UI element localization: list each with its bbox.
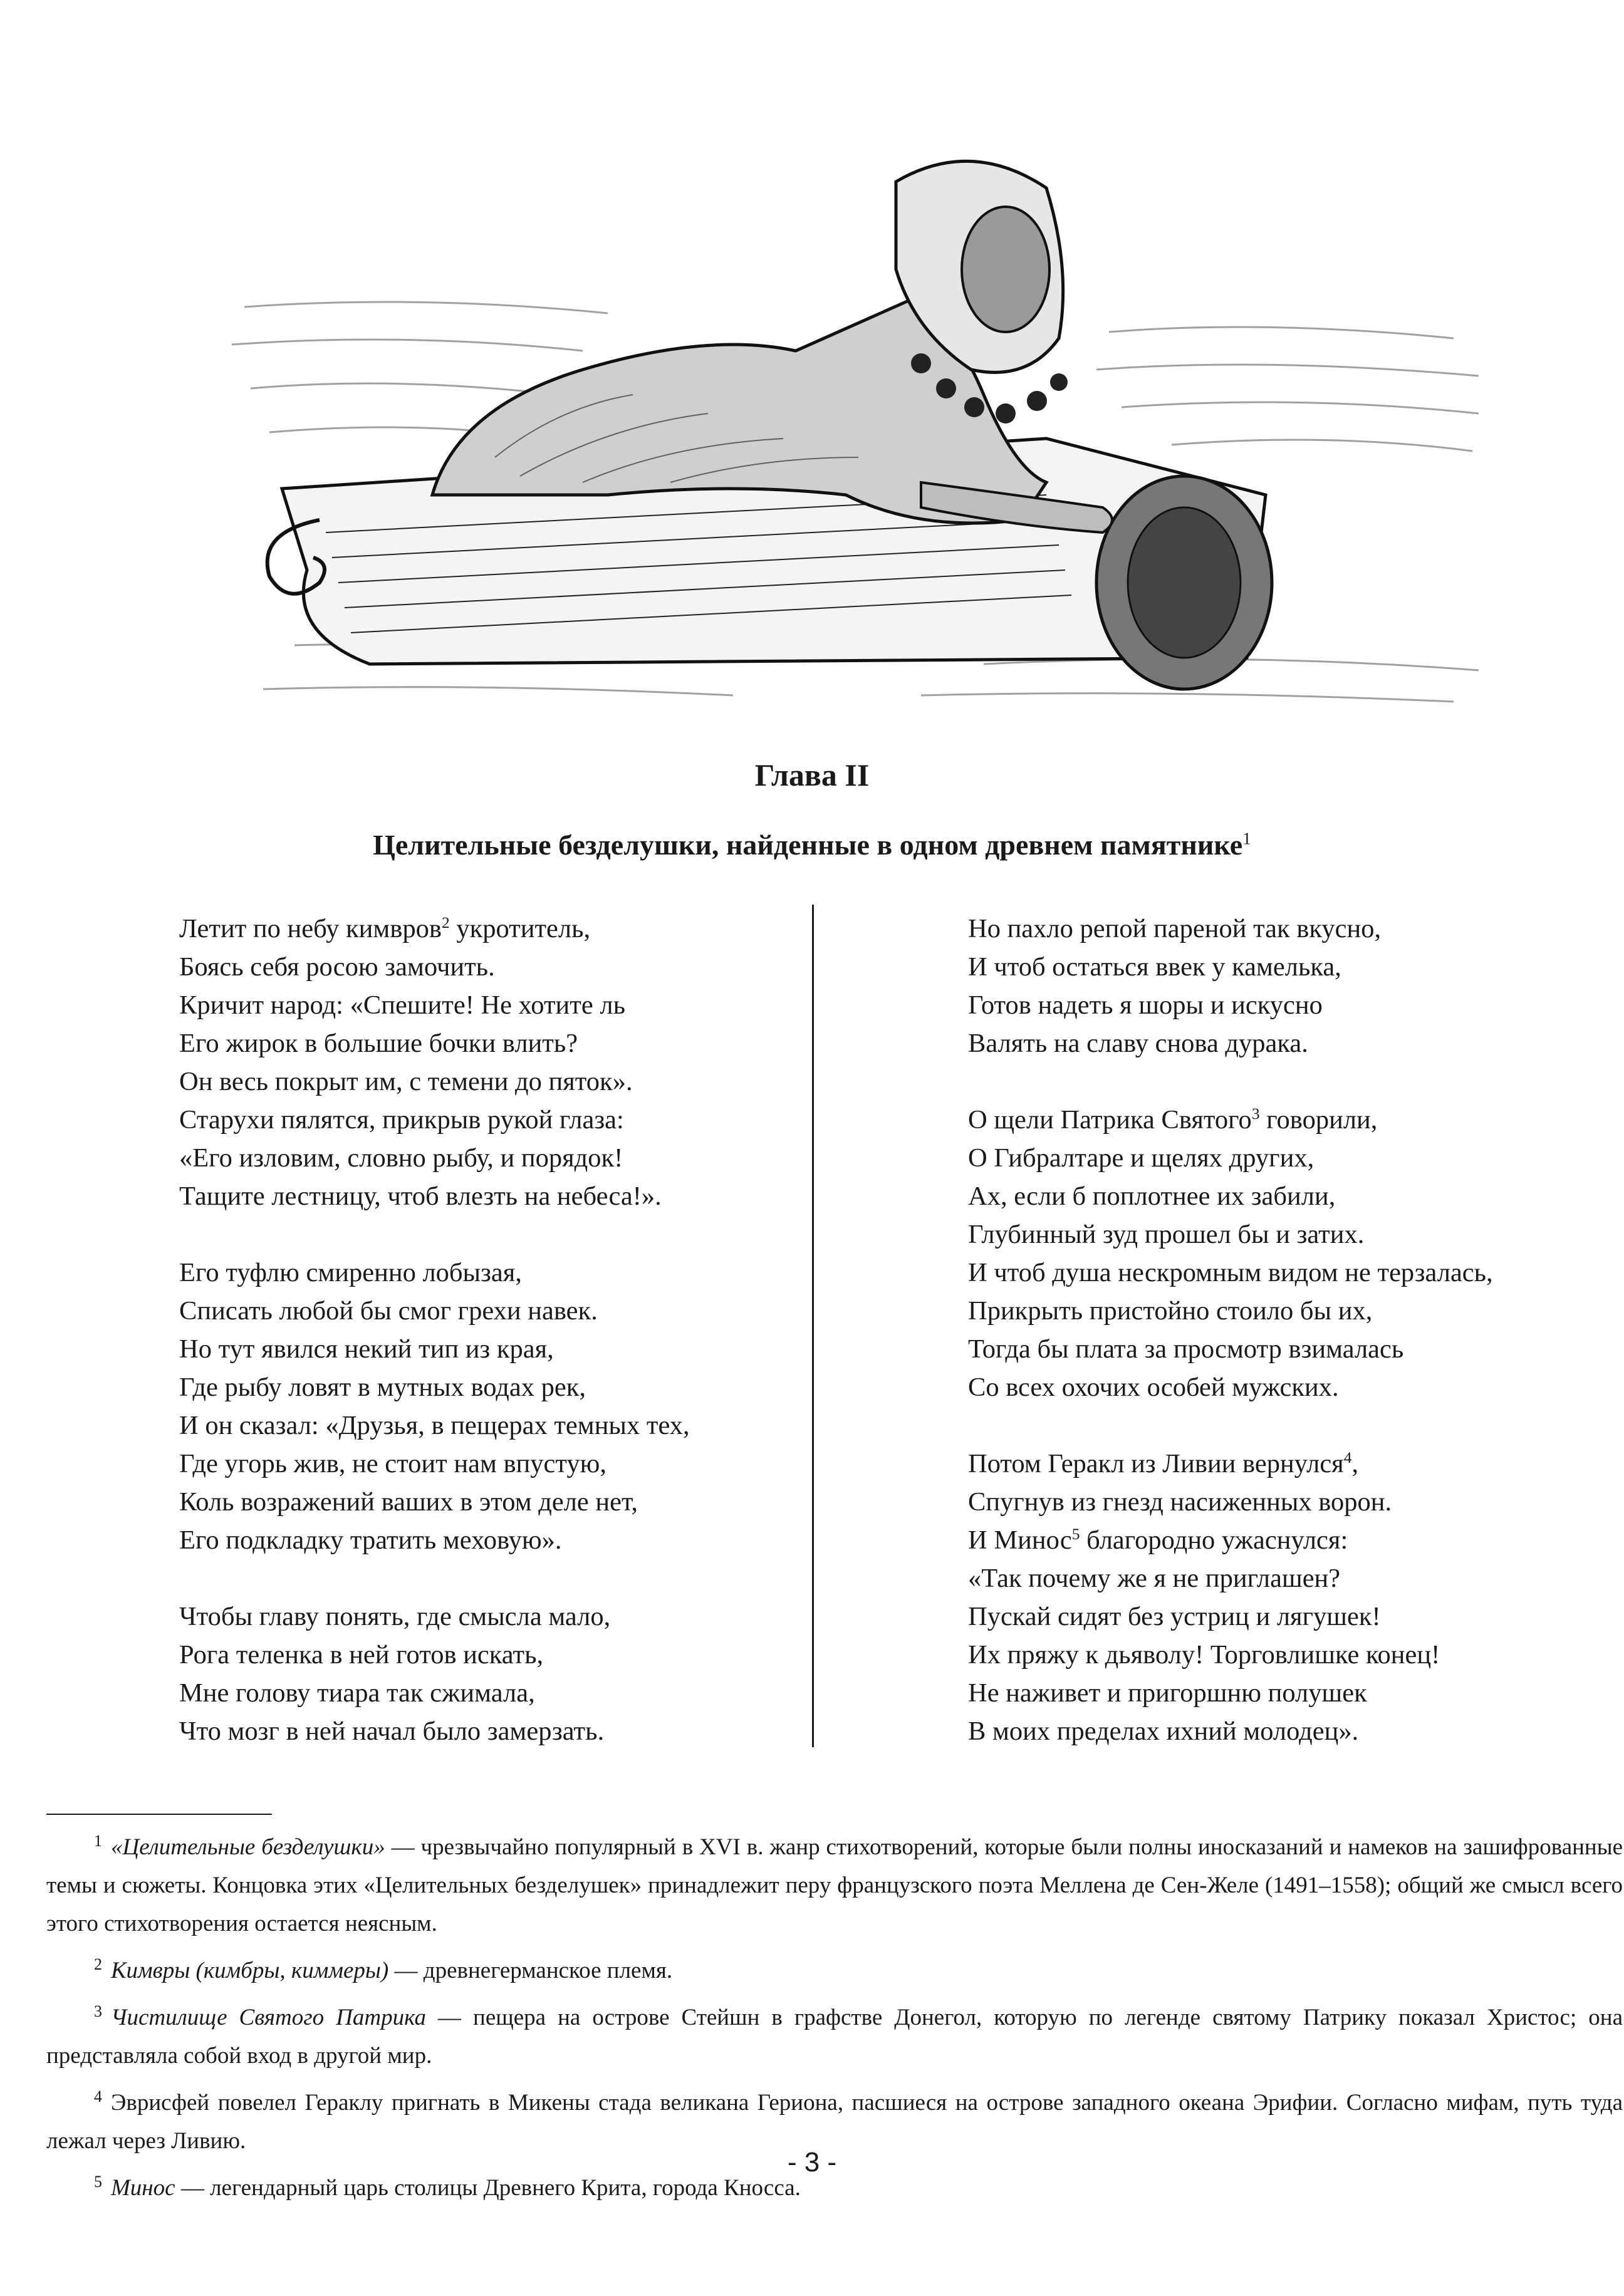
line-text: Его подкладку тратить меховую». — [179, 1525, 562, 1555]
poem-line — [179, 1177, 806, 1215]
line-text: «Его изловим, словно рыбу, и порядок! — [179, 1143, 623, 1173]
poem-line — [179, 986, 806, 1024]
poem-line — [968, 1559, 1595, 1597]
line-text: И он сказал: «Друзья, в пещерах темных тех, — [179, 1411, 690, 1440]
chapter-subtitle — [0, 828, 1624, 861]
footnote-text: — чрезвычайно популярный в XVI в. жанр стихотворений, которые были полны иносказаний и намеков на зашифрованные темы и сюжеты. Концовка этих «Целительных безделушек» принадлежит перу французского поэта Меллена де Сен-Желе (1491–1558); общий же смысл всего этого стихотворения остается неясным. — [46, 1834, 1623, 1936]
line-text: И чтоб остаться ввек у камелька, — [968, 952, 1341, 982]
poem-line — [968, 1024, 1595, 1062]
line-text: Спугнув из гнезд насиженных ворон. — [968, 1487, 1392, 1517]
footnote-term: Кимвры (кимбры, киммеры) — [110, 1958, 389, 1983]
page-number: - 3 - — [787, 2147, 837, 2178]
stanza — [179, 910, 806, 1215]
line-text: Коль возражений ваших в этом деле нет, — [179, 1487, 638, 1517]
poem-line — [179, 1636, 806, 1674]
footnote-ref: 2 — [441, 913, 450, 932]
poem-line — [179, 1712, 806, 1750]
poem-line — [179, 1254, 806, 1292]
line-text: Рога теленка в ней готов искать, — [179, 1640, 544, 1670]
line-text: Его туфлю смиренно лобызая, — [179, 1258, 522, 1287]
poem-line — [179, 1597, 806, 1636]
line-text: Прикрыть пристойно стоило бы их, — [968, 1296, 1373, 1326]
line-text: Боясь себя росою замочить. — [179, 952, 495, 982]
poem-line — [968, 1292, 1595, 1330]
footnote-text: — древнегерманское племя. — [388, 1958, 673, 1983]
footnote-text: Эврисфей повелел Гераклу пригнать в Микены стада великана Гериона, пасшиеся на острове западного океана Эрифии. Согласно мифам, путь туда лежал через Ливию. — [46, 2090, 1623, 2154]
line-text: Тогда бы плата за просмотр взималась — [968, 1334, 1404, 1364]
sphinx-illustration — [232, 144, 1485, 758]
footnote-text: — легендарный царь столицы Древнего Крита, города Кносса. — [175, 2175, 801, 2201]
line-text: Глубинный зуд прошел бы и затих. — [968, 1220, 1365, 1249]
line-text: Со всех охочих особей мужских. — [968, 1373, 1339, 1402]
line-text: О Гибралтаре и щелях других, — [968, 1143, 1314, 1173]
footnote-text: — пещера на острове Стейшн в графстве Донегол, которую по легенде святому Патрику показал Христос; она представляла собой вход в другой мир. — [46, 2005, 1623, 2069]
footnote — [46, 1951, 1623, 1990]
line-text: Списать любой бы смог грехи навек. — [179, 1296, 598, 1326]
line-text: Готов надеть я шоры и искусно — [968, 990, 1323, 1020]
stanza — [179, 1597, 806, 1750]
poem-line — [179, 1521, 806, 1559]
stanza — [968, 910, 1595, 1062]
chapter-title: Глава II — [754, 757, 870, 792]
line-text: Валять на славу снова дурака. — [968, 1029, 1308, 1058]
line-text: Где угорь жив, не стоит нам впустую, — [179, 1449, 607, 1478]
line-text: укротитель, — [449, 914, 591, 943]
poem-line — [179, 1330, 806, 1368]
poem-line — [968, 1521, 1595, 1559]
line-text: Его жирок в большие бочки влить? — [179, 1029, 578, 1058]
poem-line — [968, 1139, 1595, 1177]
line-text: благородно ужаснулся: — [1080, 1525, 1348, 1555]
line-text: Пускай сидят без устриц и лягушек! — [968, 1602, 1381, 1631]
footnote-number: 5 — [94, 2172, 102, 2191]
poem-line — [179, 1062, 806, 1101]
line-text: Старухи пялятся, прикрыв рукой глаза: — [179, 1105, 624, 1135]
poem-line — [179, 1139, 806, 1177]
line-text: , — [1351, 1449, 1359, 1478]
line-text: И Минос — [968, 1525, 1072, 1555]
line-text: Что мозг в ней начал было замерзать. — [179, 1717, 605, 1746]
line-text: «Так почему же я не приглашен? — [968, 1564, 1341, 1593]
poem-line — [968, 1215, 1595, 1254]
poem-line — [968, 1636, 1595, 1674]
poem-line — [968, 1445, 1595, 1483]
poem-line — [968, 1101, 1595, 1139]
column-divider — [812, 905, 814, 1747]
stanza — [968, 1101, 1595, 1406]
footnote-number: 1 — [94, 1831, 102, 1850]
poem-line — [179, 1483, 806, 1521]
footnote-ref: 4 — [1343, 1448, 1352, 1467]
footnote-separator — [46, 1814, 272, 1815]
poem-line — [179, 910, 806, 948]
poem-line — [179, 948, 806, 986]
stanza — [968, 1445, 1595, 1750]
poem-line — [179, 1101, 806, 1139]
poem-line — [968, 1712, 1595, 1750]
line-text: Но пахло репой пареной так вкусно, — [968, 914, 1382, 943]
line-text: Летит по небу кимвров — [179, 914, 442, 943]
footnote-ref: 3 — [1251, 1104, 1260, 1123]
line-text: Их пряжу к дьяволу! Торговлишке конец! — [968, 1640, 1440, 1670]
line-text: И чтоб душа нескромным видом не терзалась, — [968, 1258, 1493, 1287]
poem-line — [968, 986, 1595, 1024]
poem-line — [968, 1330, 1595, 1368]
line-text: Тащите лестницу, чтоб влезть на небеса!». — [179, 1182, 662, 1211]
footnote-ref: 1 — [1242, 828, 1251, 848]
line-text: Ах, если б поплотнее их забили, — [968, 1182, 1336, 1211]
line-text: Кричит народ: «Спешите! Не хотите ль — [179, 990, 625, 1020]
poem-line — [968, 1368, 1595, 1406]
poem-line — [968, 1483, 1595, 1521]
line-text: Чтобы главу понять, где смысла мало, — [179, 1602, 611, 1631]
poem-right-column — [968, 910, 1595, 1750]
poem-line — [179, 1024, 806, 1062]
line-text: Мне голову тиара так сжимала, — [179, 1678, 535, 1708]
poem-line — [968, 1674, 1595, 1712]
poem-line — [179, 1292, 806, 1330]
poem-left-column — [179, 910, 806, 1750]
poem-line — [968, 948, 1595, 986]
poem-line — [179, 1445, 806, 1483]
footnote-term: «Целительные безделушки» — [110, 1834, 385, 1860]
line-text: В моих пределах ихний молодец». — [968, 1717, 1359, 1746]
footnote-number: 4 — [94, 2087, 102, 2106]
poem-line — [968, 910, 1595, 948]
line-text: Но тут явился некий тип из края, — [179, 1334, 554, 1364]
subtitle-text: Целительные безделушки, найденные в одном древнем памятнике — [373, 829, 1243, 861]
footnote-number: 2 — [94, 1955, 102, 1973]
line-text: Не наживет и пригоршню полушек — [968, 1678, 1367, 1708]
footnote-ref: 5 — [1071, 1524, 1080, 1543]
poem-line — [968, 1177, 1595, 1215]
poem-line — [968, 1597, 1595, 1636]
poem-line — [179, 1368, 806, 1406]
stanza — [179, 1254, 806, 1559]
line-text: Потом Геракл из Ливии вернулся — [968, 1449, 1344, 1478]
sphinx-on-book-icon — [232, 144, 1485, 758]
footnote-term: Чистилище Святого Патрика — [110, 2005, 426, 2030]
poem-line — [179, 1674, 806, 1712]
line-text: Он весь покрыт им, с темени до пяток». — [179, 1067, 633, 1096]
line-text: Где рыбу ловят в мутных водах рек, — [179, 1373, 586, 1402]
footnote-number: 3 — [94, 2002, 102, 2020]
footnote — [46, 1828, 1623, 1943]
footnote — [46, 1998, 1623, 2075]
poem-line — [179, 1406, 806, 1445]
line-text: О щели Патрика Святого — [968, 1105, 1252, 1135]
footnote-term: Минос — [110, 2175, 175, 2201]
poem-line — [968, 1254, 1595, 1292]
line-text: говорили, — [1259, 1105, 1378, 1135]
